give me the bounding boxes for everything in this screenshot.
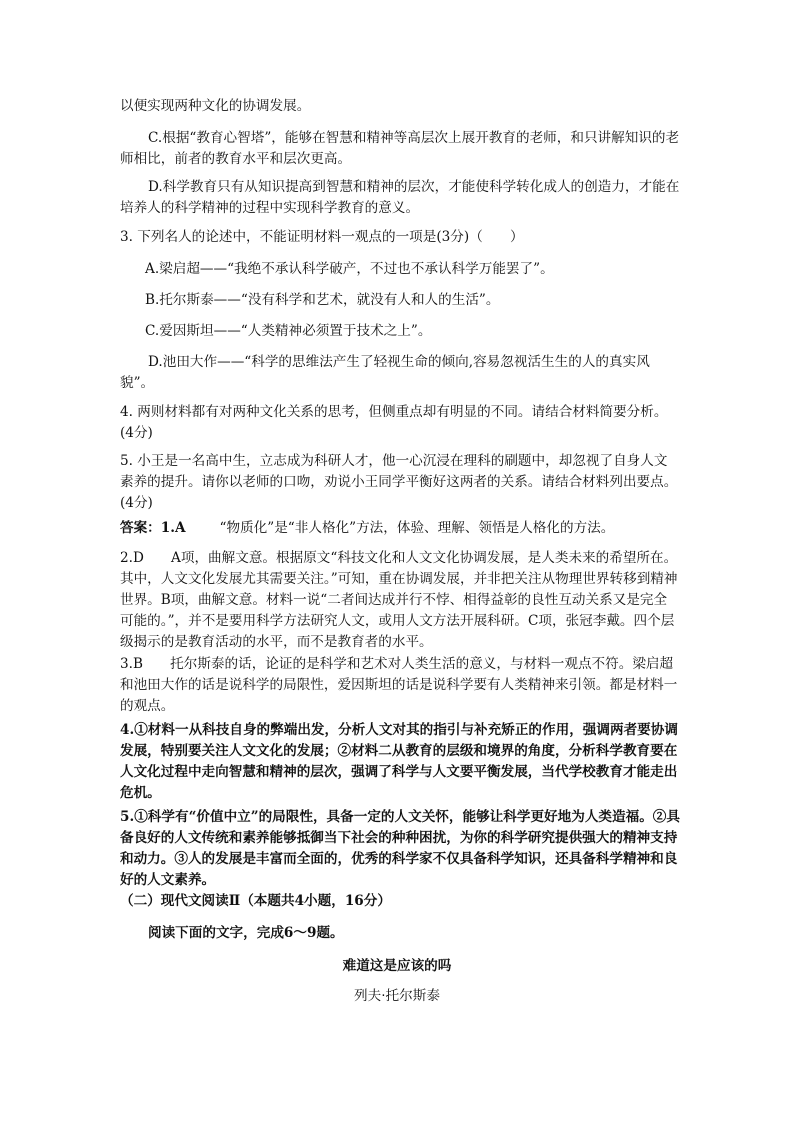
answer-2: 2.D A项，曲解文意。根据原文“科技文化和人文文化协调发展，是人类未来的希望所在。其中，人文文化发展尤其需要关注。”可知，重在协调发展，并非把关注从物理世界转移到精神世界。B项，曲解文意。材料一说“二者间达成并行不悖、相得益彰的良性互动关系又是完全可能的。”，并不是要用科学方法研究人文，或用人文方法开展科研。C项，张冠李戴。四个层级揭示的是教育活动的水平，而不是教育者的水平。	[120, 550, 678, 650]
question-4: 4. 两则材料都有对两种文化关系的思考，但侧重点却有明显的不同。请结合材料简要分析。(4分)	[120, 404, 668, 441]
article-author: 列夫·托尔斯泰	[354, 988, 440, 1004]
answer-5: 5.①科学有“价值中立”的局限性，具备一定的人文关怀，能够让科学更好地为人类造福。②具备良好的人文传统和素养能够抵御当下社会的种种困扰，为你的科学研究提供强大的精神支持和动力。③人的发展是丰富而全面的，优秀的科学家不仅具备科学知识，还具备科学精神和良好的人文素养。	[120, 809, 680, 888]
article-title: 难道这是应该的吗	[342, 958, 452, 974]
question-3-option-c: C.爱因斯坦——“人类精神必须置于技术之上”。	[145, 323, 432, 339]
question-3-option-d: D.池田大作——“科学的思维法产生了轻视生命的倾向,容易忽视活生生的人的真实风貌”。	[120, 354, 650, 391]
answer-1-text: “物质化”是“非人格化”方法，体验、理解、领悟是人格化的方法。	[219, 520, 615, 536]
option-d-paragraph: D.科学教育只有从知识提高到智慧和精神的层次，才能使科学转化成人的创造力，才能在培养人的科学精神的过程中实现科学教育的意义。	[120, 179, 680, 216]
option-c-paragraph: C.根据“教育心智塔”，能够在智慧和精神等高层次上展开教育的老师，和只讲解知识的老师相比，前者的教育水平和层次更高。	[120, 130, 680, 167]
answer-3: 3.B 托尔斯泰的话，论证的是科学和艺术对人类生活的意义，与材料一观点不符。梁启超和池田大作的话是说科学的局限性，爱因斯坦的话是说科学要有人类精神来引领。都是材料一的观点。	[120, 656, 678, 714]
answer-label: 答案：1.A	[120, 520, 186, 536]
continued-text: 以便实现两种文化的协调发展。	[120, 98, 311, 114]
section-heading: （二）现代文阅读Ⅱ（本题共4小题，16分）	[120, 893, 391, 909]
answer-4: 4.①材料一从科技自身的弊端出发，分析人文对其的指引与补充矫正的作用，强调两者要协调发展，特别要关注人文文化的发展；②材料二从教育的层级和境界的角度，分析科学教育要在人文化过程中走向智慧和精神的层次，强调了科学与人文要平衡发展，当代学校教育才能走出危机。	[120, 722, 678, 801]
question-3: 3. 下列名人的论述中，不能证明材料一观点的一项是(3分)（ ）	[120, 229, 524, 245]
reading-instruction: 阅读下面的文字，完成6～9题。	[148, 925, 344, 941]
question-5: 5. 小王是一名高中生，立志成为科研人才，他一心沉浸在理科的刷题中，却忽视了自身人文素养的提升。请你以老师的口吻，劝说小王同学平衡好这两者的关系。请结合材料列出要点。(4分)	[120, 453, 678, 511]
question-3-option-a: A.梁启超——“我绝不承认科学破产，不过也不承认科学万能罢了”。	[145, 261, 554, 277]
answer-1	[120, 518, 680, 539]
question-3-option-b: B.托尔斯泰——“没有科学和艺术，就没有人和人的生活”。	[145, 292, 500, 308]
